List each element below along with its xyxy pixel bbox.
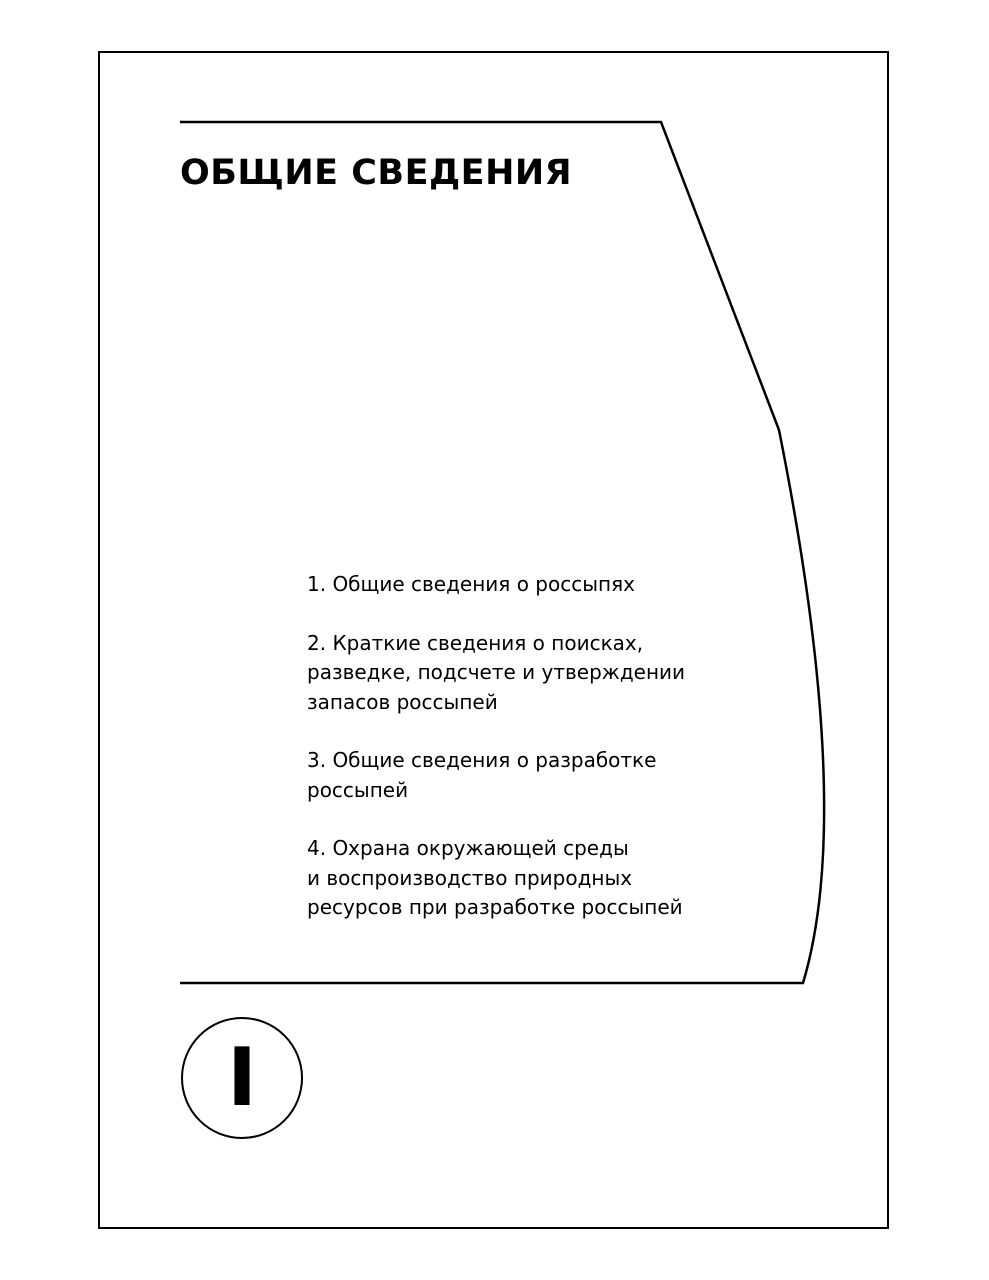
contents-item: 2. Краткие сведения о поисках, разведке, подсчете и утверждении запасов россыпей xyxy=(307,630,686,714)
contents-item: 4. Охрана окружающей среды и воспроизводство природных ресурсов при разработке россыпей xyxy=(307,836,683,919)
contents-list xyxy=(307,570,737,952)
contents-item: 1. Общие сведения о россыпях xyxy=(307,572,635,596)
section-title: ОБЩИЕ СВЕДЕНИЯ xyxy=(180,153,573,193)
contents-item: 3. Общие сведения о разработке россыпей xyxy=(307,748,657,802)
chapter-badge xyxy=(181,1017,303,1139)
chapter-numeral: I xyxy=(227,1031,257,1124)
